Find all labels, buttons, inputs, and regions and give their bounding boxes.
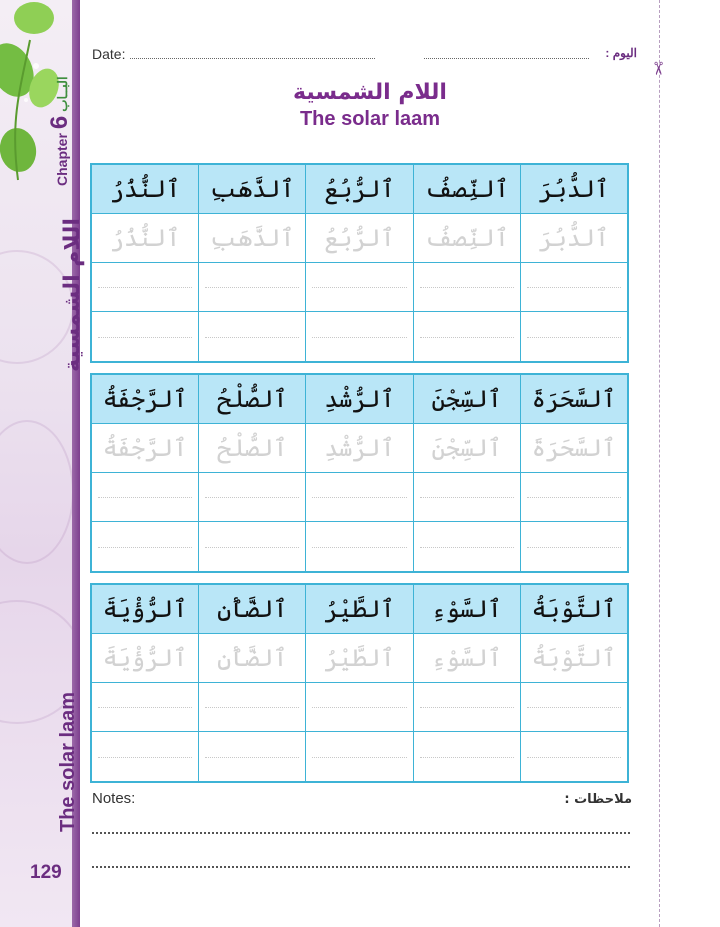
practice-cell[interactable] bbox=[520, 732, 627, 781]
trace-word: ٱلدُّبُرَ bbox=[538, 224, 610, 252]
practice-cell[interactable] bbox=[305, 263, 412, 311]
trace-word: ٱلرُّؤْيَةَ bbox=[102, 644, 188, 672]
sidebar-title-ar: اللام الشمسية bbox=[60, 218, 85, 372]
word: ٱلرُّبُعُ bbox=[324, 175, 395, 203]
word: ٱلنُّذُرُ bbox=[109, 175, 181, 203]
word: ٱلسِّجْنَ bbox=[431, 385, 502, 413]
chapter-label bbox=[46, 76, 74, 186]
practice-cell[interactable] bbox=[198, 732, 305, 781]
word: ٱلطَّيْرُ bbox=[324, 595, 395, 623]
word-row bbox=[92, 375, 627, 424]
word: ٱلتَّوْبَةُ bbox=[531, 595, 617, 623]
word: ٱلذَّهَبِ bbox=[210, 175, 295, 203]
word-row bbox=[92, 165, 627, 214]
word-row bbox=[92, 585, 627, 634]
scissors-icon: ✂ bbox=[647, 60, 669, 77]
worksheet-grid-1 bbox=[90, 163, 629, 363]
practice-cell[interactable] bbox=[413, 312, 520, 361]
day-label-ar: اليوم : bbox=[605, 46, 637, 60]
word: ٱلرُّشْدِ bbox=[324, 385, 395, 413]
practice-cell[interactable] bbox=[413, 522, 520, 571]
practice-row bbox=[92, 683, 627, 732]
word: ٱلرَّجْفَةُ bbox=[102, 385, 188, 413]
practice-cell[interactable] bbox=[305, 683, 412, 731]
trace-word: ٱلسِّجْنَ bbox=[431, 434, 502, 462]
word: ٱلضَّأْنِ bbox=[217, 595, 288, 623]
day-field[interactable] bbox=[424, 58, 589, 59]
notes-label: Notes: bbox=[92, 790, 136, 807]
practice-cell[interactable] bbox=[198, 263, 305, 311]
trace-row bbox=[92, 214, 627, 263]
practice-row bbox=[92, 732, 627, 781]
sidebar-title-en: The solar laam bbox=[57, 691, 79, 832]
word: ٱلنِّصفُ bbox=[424, 175, 509, 203]
word: ٱلسَّوْءِ bbox=[431, 595, 502, 623]
trace-word: ٱلضَّأْنِ bbox=[217, 644, 288, 672]
practice-cell[interactable] bbox=[92, 263, 198, 311]
trace-word: ٱلسَّحَرَةَ bbox=[531, 434, 617, 462]
practice-cell[interactable] bbox=[92, 312, 198, 361]
practice-cell[interactable] bbox=[520, 312, 627, 361]
notes-header bbox=[92, 790, 632, 810]
trace-word: ٱلتَّوْبَةُ bbox=[531, 644, 617, 672]
practice-cell[interactable] bbox=[413, 683, 520, 731]
chapter-word: Chapter bbox=[54, 133, 70, 186]
worksheet-grid-3 bbox=[90, 583, 629, 783]
trace-row bbox=[92, 634, 627, 683]
trace-word: ٱلنُّذُرُ bbox=[109, 224, 181, 252]
practice-cell[interactable] bbox=[413, 732, 520, 781]
date-row bbox=[92, 46, 637, 66]
worksheet-grid-2 bbox=[90, 373, 629, 573]
practice-row bbox=[92, 312, 627, 361]
practice-cell[interactable] bbox=[92, 683, 198, 731]
practice-cell[interactable] bbox=[198, 312, 305, 361]
notes-line[interactable] bbox=[92, 832, 630, 834]
chapter-number: 6 bbox=[46, 115, 73, 130]
chapter-word-ar: البــاب bbox=[55, 76, 70, 112]
date-label: Date: bbox=[92, 46, 126, 62]
practice-row bbox=[92, 263, 627, 312]
practice-cell[interactable] bbox=[305, 473, 412, 521]
practice-cell[interactable] bbox=[92, 732, 198, 781]
trace-word: ٱلنِّصفُ bbox=[424, 224, 509, 252]
trace-word: ٱلرَّجْفَةُ bbox=[102, 434, 188, 462]
practice-cell[interactable] bbox=[198, 473, 305, 521]
practice-cell[interactable] bbox=[413, 263, 520, 311]
page-number: 129 bbox=[30, 862, 62, 883]
word: ٱلسَّحَرَةَ bbox=[531, 385, 617, 413]
trace-word: ٱلرُّبُعُ bbox=[324, 224, 395, 252]
practice-cell[interactable] bbox=[520, 522, 627, 571]
practice-cell[interactable] bbox=[305, 732, 412, 781]
trace-word: ٱلسَّوْءِ bbox=[431, 644, 502, 672]
practice-cell[interactable] bbox=[198, 683, 305, 731]
trace-word: ٱلطَّيْرُ bbox=[324, 644, 395, 672]
trace-row bbox=[92, 424, 627, 473]
practice-cell[interactable] bbox=[92, 473, 198, 521]
practice-row bbox=[92, 473, 627, 522]
trace-word: ٱلصُّلْحُ bbox=[217, 434, 288, 462]
page-title-en: The solar laam bbox=[299, 108, 441, 130]
practice-cell[interactable] bbox=[413, 473, 520, 521]
practice-row bbox=[92, 522, 627, 571]
practice-cell[interactable] bbox=[520, 473, 627, 521]
cut-line bbox=[659, 0, 660, 927]
notes-line[interactable] bbox=[92, 866, 630, 868]
page-title-ar: اللام الشمسية bbox=[293, 80, 447, 105]
word: ٱلدُّبُرَ bbox=[538, 175, 610, 203]
trace-word: ٱلذَّهَبِ bbox=[210, 224, 295, 252]
practice-cell[interactable] bbox=[198, 522, 305, 571]
word: ٱلصُّلْحُ bbox=[217, 385, 288, 413]
notes-label-ar: ملاحظات : bbox=[564, 792, 632, 807]
date-field[interactable] bbox=[130, 58, 375, 59]
word: ٱلرُّؤْيَةَ bbox=[102, 595, 188, 623]
practice-cell[interactable] bbox=[520, 683, 627, 731]
practice-cell[interactable] bbox=[520, 263, 627, 311]
trace-word: ٱلرُّشْدِ bbox=[324, 434, 395, 462]
practice-cell[interactable] bbox=[305, 522, 412, 571]
practice-cell[interactable] bbox=[305, 312, 412, 361]
practice-cell[interactable] bbox=[92, 522, 198, 571]
